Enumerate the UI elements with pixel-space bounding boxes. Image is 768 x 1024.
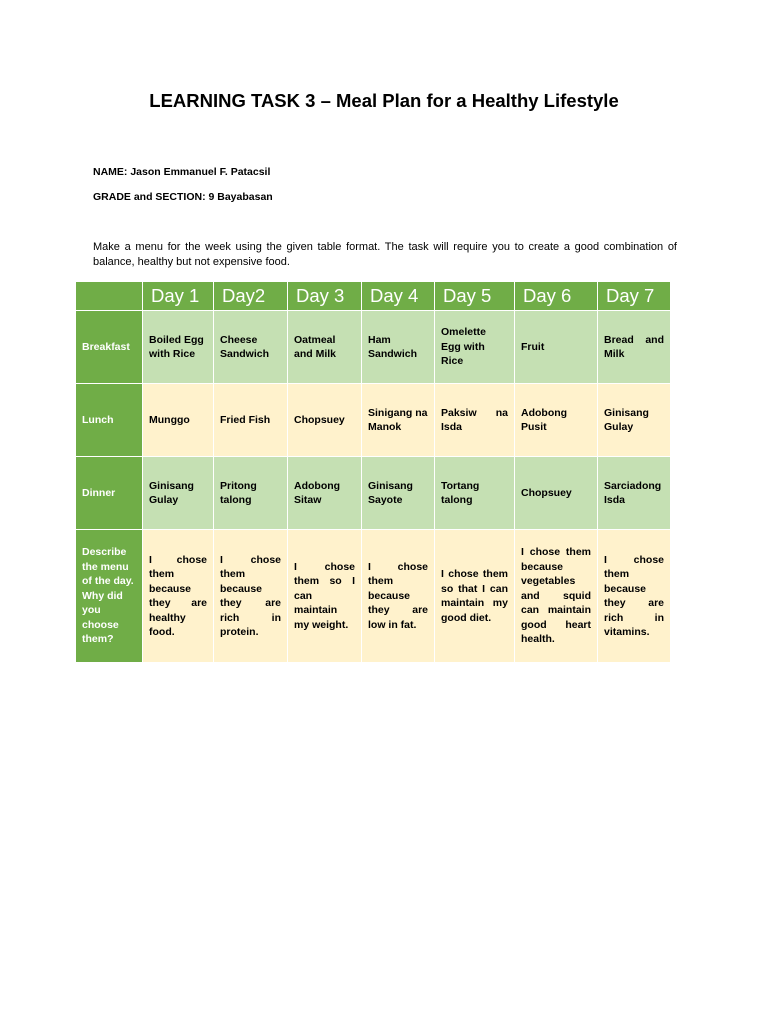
meal-cell: Omelette Egg with Rice — [435, 311, 515, 384]
row-label-dinner: Dinner — [76, 457, 143, 530]
description-cell: I chose them because vegetables and squid can maintain good heart health. — [515, 530, 598, 663]
description-cell: I chose them because they are low in fat. — [362, 530, 435, 663]
day-header: Day 6 — [515, 282, 598, 311]
meal-cell: Munggo — [143, 384, 214, 457]
page-title: LEARNING TASK 3 – Meal Plan for a Healthy Lifestyle — [149, 90, 619, 111]
row-label-description: Describe the menu of the day. Why did you choose them? — [76, 530, 143, 663]
meal-cell: Sinigang na Manok — [362, 384, 435, 457]
description-row — [76, 530, 671, 663]
meal-cell: Fried Fish — [214, 384, 288, 457]
meal-cell: Sarciadong Isda — [598, 457, 671, 530]
day-header: Day 1 — [143, 282, 214, 311]
meal-cell: Chopsuey — [288, 384, 362, 457]
meal-cell: Ham Sandwich — [362, 311, 435, 384]
meal-cell: Boiled Egg with Rice — [143, 311, 214, 384]
day-header: Day 4 — [362, 282, 435, 311]
row-label-lunch: Lunch — [76, 384, 143, 457]
meal-cell: Oatmeal and Milk — [288, 311, 362, 384]
task-instructions: Make a menu for the week using the given table format. The task will require you to create a good combination of balance, healthy but not expensive food. — [93, 241, 677, 268]
meal-cell: Tortang talong — [435, 457, 515, 530]
day-header: Day 3 — [288, 282, 362, 311]
description-cell: I chose them so I can maintain my weight. — [288, 530, 362, 663]
day-header: Day 5 — [435, 282, 515, 311]
row-label-breakfast: Breakfast — [76, 311, 143, 384]
description-cell: I chose them so that I can maintain my good diet. — [435, 530, 515, 663]
breakfast-row — [76, 311, 671, 384]
meal-cell: Adobong Sitaw — [288, 457, 362, 530]
day-header-row — [76, 282, 671, 311]
dinner-row — [76, 457, 671, 530]
meal-cell: Ginisang Sayote — [362, 457, 435, 530]
description-cell: I chose them because they are rich in vitamins. — [598, 530, 671, 663]
description-cell: I chose them because they are rich in protein. — [214, 530, 288, 663]
meal-cell: Pritong talong — [214, 457, 288, 530]
student-name: NAME: Jason Emmanuel F. Patacsil — [93, 166, 271, 178]
meal-cell: Ginisang Gulay — [598, 384, 671, 457]
meal-cell: Fruit — [515, 311, 598, 384]
day-header: Day 7 — [598, 282, 671, 311]
day-header: Day2 — [214, 282, 288, 311]
grade-section: GRADE and SECTION: 9 Bayabasan — [93, 191, 273, 203]
meal-cell: Chopsuey — [515, 457, 598, 530]
meal-cell: Paksiw na Isda — [435, 384, 515, 457]
description-cell: I chose them because they are healthy food. — [143, 530, 214, 663]
meal-plan-table — [75, 281, 671, 663]
meal-cell: Cheese Sandwich — [214, 311, 288, 384]
meal-cell: Bread and Milk — [598, 311, 671, 384]
corner-cell — [76, 282, 143, 311]
lunch-row — [76, 384, 671, 457]
meal-cell: Ginisang Gulay — [143, 457, 214, 530]
meal-cell: Adobong Pusit — [515, 384, 598, 457]
